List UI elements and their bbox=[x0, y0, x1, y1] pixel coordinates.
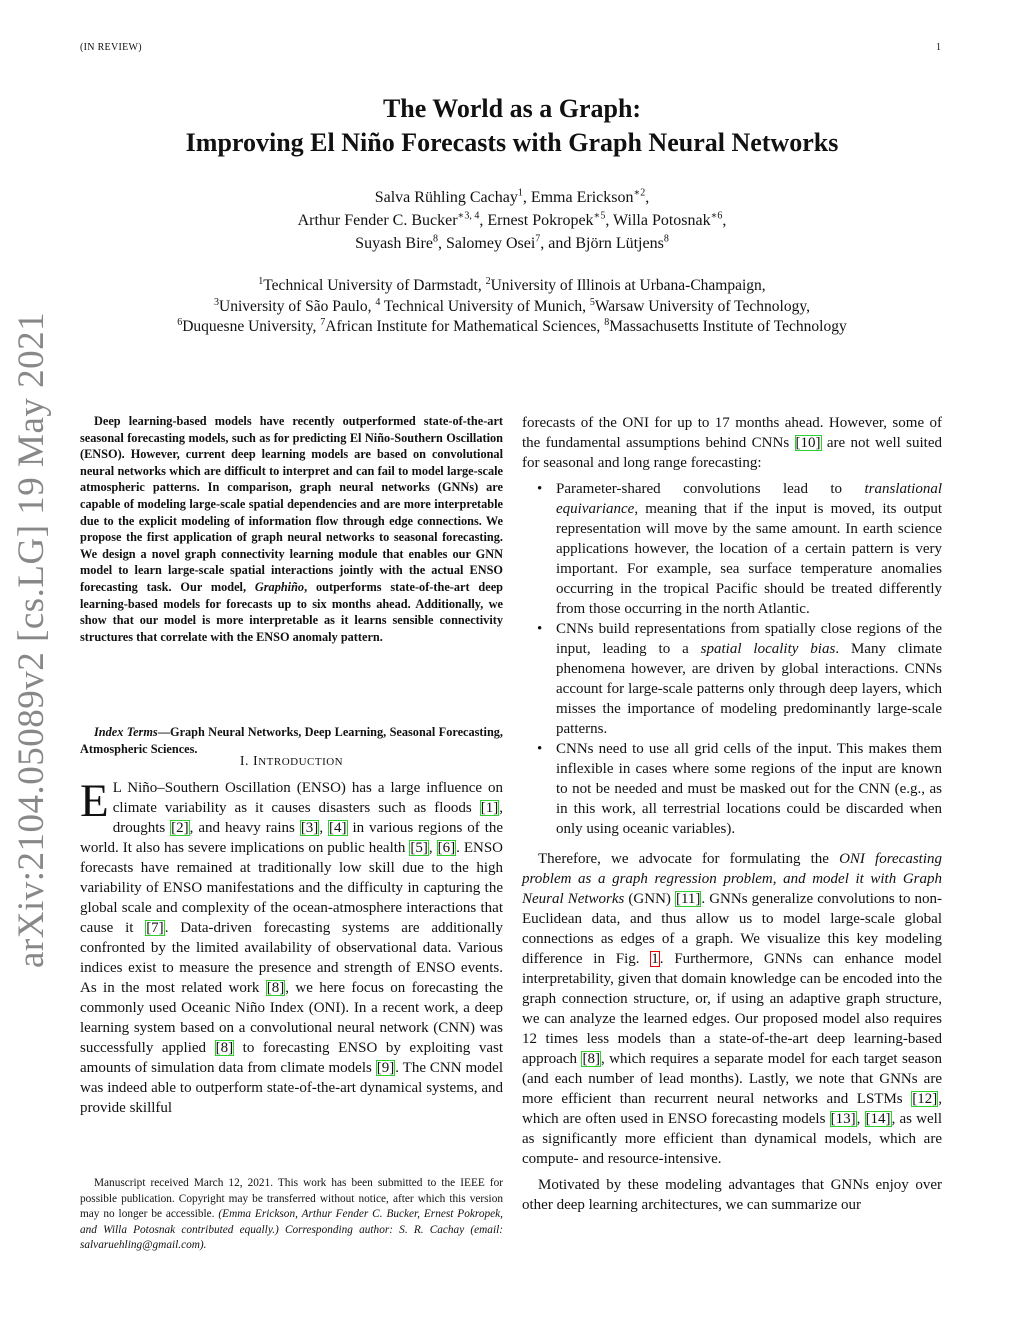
citation-link[interactable]: [1] bbox=[480, 800, 499, 816]
citation-link[interactable]: [8] bbox=[215, 1040, 234, 1056]
paragraph: forecasts of the ONI for up to 17 months ahead. However, some of the fundamental assumptions behind CNNs [10] are not well suited for seasonal and long range forecasting: bbox=[522, 415, 942, 471]
citation-link[interactable]: [6] bbox=[437, 840, 456, 856]
section-heading-introduction: I. INTRODUCTION bbox=[239, 754, 344, 769]
running-header: (IN REVIEW) bbox=[80, 42, 142, 53]
citation-link[interactable]: [7] bbox=[146, 920, 164, 936]
citation-link[interactable]: [4] bbox=[329, 820, 347, 836]
list-item: • CNNs need to use all grid cells of the input. This makes them inflexible in cases where some regions of the input are known to not be needed and must be masked out for the CNN (e.g., as in this work, all terrestrial locations could be discarded when only using oceanic variables). bbox=[537, 741, 942, 837]
abstract: Deep learning-based models have recently outperformed state-of-the-art seasonal forecasting models, such as for predicting El Niño-Southern Oscillation (ENSO). However, current deep learning models are based on convolutional neural networks which are difficult to interpret and can fail to model large-scale atmospheric patterns. In comparison, graph neural networks (GNNs) are capable of modeling large-scale spatial dependencies and are more interpretable due to the explicit modeling of information flow through edge connections. We propose the first application of graph neural networks to seasonal forecasting. We design a novel graph connectivity learning module that enables our GNN model to learn large-scale spatial interactions jointly with the actual ENSO forecasting task. Our model, Graphiño, outperforms state-of-the-art deep learning-based models for forecasts up to six months ahead. Additionally, we show that our model is more interpretable as it learns sensible connectivity structures that correlate with the ENSO anomaly pattern. bbox=[80, 414, 503, 644]
citation-link[interactable]: [12] bbox=[912, 1091, 938, 1107]
citation-link[interactable]: [5] bbox=[410, 840, 428, 856]
page-number: 1 bbox=[936, 42, 941, 53]
citation-link[interactable]: [8] bbox=[582, 1051, 600, 1067]
bullet-list bbox=[522, 479, 942, 839]
citation-link[interactable]: [13] bbox=[830, 1111, 856, 1127]
affiliations: $^1$Technical University of Darmstadt, $^2$University of Illinois at Urbana-Champaign, $^3$University of São Paulo, $^4$ Technical University of Munich, $^5$Warsaw University of Technology, $^6$Duquesne University, $^7$African Institute for Mathematical Sciences, $^8$Massachusetts Institute of Technology bbox=[177, 275, 847, 335]
citation-link[interactable]: [8] bbox=[266, 980, 285, 996]
index-terms: Index Terms—Graph Neural Networks, Deep Learning, Seasonal Forecasting, Atmospheric Sciences. bbox=[80, 725, 504, 756]
author-list: Salva Rühling Cachay$^1$, Emma Erickson$^{∗2}$, Arthur Fender C. Bucker$^{∗3, 4}$, Ernest Pokropek$^{∗5}$, Willa Potosnak$^{∗6}$, Suyash Bire$^8$, Salomey Osei$^7$, and Björn Lütjens$^8$ bbox=[297, 187, 727, 252]
citation-link[interactable]: [3] bbox=[300, 820, 319, 836]
citation-link[interactable]: [10] bbox=[795, 435, 821, 451]
citation-link[interactable]: [11] bbox=[675, 891, 701, 907]
list-item: • Parameter-shared convolutions lead to translational equivariance, meaning that if the input is moved, its output representation will move by the same amount. In earth science applications however, the location of a certain pattern is very important. For example, sea surface temperature anomalies occurring in the tropical Pacific should be treated differently from those occurring in the north Atlantic. bbox=[537, 481, 942, 617]
footnote: Manuscript received March 12, 2021. This work has been submitted to the IEEE for possible publication. Copyright may be transferred without notice, after which this version may no longer be accessible. (Emma Erickson, Arthur Fender C. Bucker, Ernest Pokropek, and Willa Potosnak contributed equally.) Corresponding author: S. R. Cachay (email: salvaruehling@gmail.com). bbox=[80, 1177, 503, 1252]
introduction-text: E L Niño–Southern Oscillation (ENSO) has a large influence on climate variability as it causes disasters such as floods [1], droughts [2], and heavy rains [3], [4] in various regions of the world. It also has severe implications on public health [5], [6]. ENSO forecasts have remained at traditionally low skill due to the high variability of ENSO manifestations and the difficulty in capturing the global scale and complexity of the ocean-atmosphere interactions that cause it [7]. Data-driven forecasting systems are additionally confronted by the limited availability of observational data. Various indices exist to measure the presence and strength of ENSO events. As in the most related work [8], we here focus on forecasting the commonly used Oceanic Niño Index (ONI). In a recent work, a deep learning system based on a convolutional neural network (CNN) was successfully applied [8] to forecasting ENSO by exploiting vast amounts of simulation data from climate models [9]. The CNN model was indeed able to outperform state-of-the-art dynamical systems, and provide skillful bbox=[80, 775, 504, 1116]
drop-cap: E bbox=[80, 775, 109, 827]
list-item: • CNNs build representations from spatially close regions of the input, leading to a spatial locality bias. Many climate phenomena however, are driven by global interactions. CNNs account for large-scale patterns only through deep layers, which misses the importance of modeling predominantly large-scale patterns. bbox=[537, 621, 943, 737]
paragraph: Therefore, we advocate for formulating the ONI forecasting problem as a graph regression problem, and model it with Graph Neural Networks (GNN) [11]. GNNs generalize convolutions to non-Euclidean data, and thus allow us to model large-scale global connections as edges of a graph. We visualize this key modeling difference in Fig. 1. Furthermore, GNNs can enhance model interpretability, given that domain knowledge can be encoded into the graph connection structure, or, if using an adaptive graph structure, we can analyze the learned edges. Our proposed model also requires 12 times less models than a state-of-the-art deep learning-based approach [8], which requires a separate model for each target season (and each number of lead months). Lastly, we note that GNNs are more efficient than recurrent neural networks and LSTMs [12], which are often used in ENSO forecasting models [13], [14], as well as significantly more efficient than dynamical models, which are compute- and resource-intensive. bbox=[522, 851, 943, 1167]
paper-title: The World as a Graph: Improving El Niño Forecasts with Graph Neural Networks bbox=[185, 94, 839, 157]
citation-link[interactable]: [9] bbox=[376, 1060, 395, 1076]
right-column-text bbox=[522, 413, 942, 1215]
figure-link[interactable]: 1 bbox=[651, 951, 659, 967]
arxiv-identifier-stamp: arXiv:2104.05089v2 [cs.LG] 19 May 2021 bbox=[11, 311, 52, 968]
citation-link[interactable]: [14] bbox=[865, 1111, 891, 1127]
paragraph: Motivated by these modeling advantages that GNNs enjoy over other deep learning architectures, we can summarize our bbox=[522, 1177, 942, 1213]
citation-link[interactable]: [2] bbox=[171, 820, 189, 836]
